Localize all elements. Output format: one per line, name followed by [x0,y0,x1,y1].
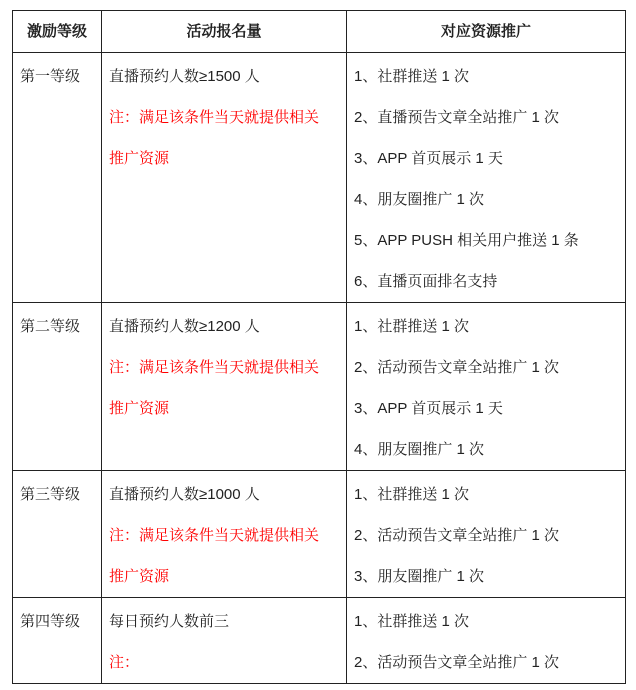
resource-item: 2、直播预告文章全站推广 1 次 [354,109,560,126]
resources-cell [347,598,626,684]
requirement-text: 每日预约人数前三 [109,613,230,630]
table-row [13,53,626,303]
note-text: 推广资源 [109,150,170,167]
note-text: 注： [109,654,140,671]
resource-item: 1、社群推送 1 次 [354,318,470,335]
incentive-table [12,10,626,684]
resource-item: 4、朋友圈推广 1 次 [354,441,485,458]
note-text: 推广资源 [109,400,170,417]
resource-item: 5、APP PUSH 相关用户推送 1 条 [354,232,579,249]
resource-item: 1、社群推送 1 次 [354,613,470,630]
requirement-cell [102,471,347,598]
header-level: 激励等级 [13,11,102,53]
resource-item: 1、社群推送 1 次 [354,68,470,85]
note-text: 注：满足该条件当天就提供相关 [109,359,320,376]
resource-item: 2、活动预告文章全站推广 1 次 [354,359,560,376]
header-resources: 对应资源推广 [347,11,626,53]
resources-cell [347,53,626,303]
header-row [13,11,626,53]
requirement-cell [102,53,347,303]
note-text: 推广资源 [109,568,170,585]
requirement-cell [102,303,347,471]
resource-item: 2、活动预告文章全站推广 1 次 [354,654,560,671]
header-signup: 活动报名量 [102,11,347,53]
resource-item: 3、APP 首页展示 1 天 [354,150,503,167]
requirement-text: 直播预约人数≥1000 人 [109,486,260,503]
level-cell: 第一等级 [13,53,102,303]
resource-item: 2、活动预告文章全站推广 1 次 [354,527,560,544]
table-row [13,303,626,471]
note-text: 注：满足该条件当天就提供相关 [109,527,320,544]
resource-item: 3、APP 首页展示 1 天 [354,400,503,417]
requirement-text: 直播预约人数≥1200 人 [109,318,260,335]
level-cell: 第四等级 [13,598,102,684]
resource-item: 3、朋友圈推广 1 次 [354,568,485,585]
resources-cell [347,471,626,598]
table-row [13,471,626,598]
requirement-text: 直播预约人数≥1500 人 [109,68,260,85]
resource-item: 1、社群推送 1 次 [354,486,470,503]
level-cell: 第二等级 [13,303,102,471]
resource-item: 6、直播页面排名支持 [354,273,498,290]
table-row [13,598,626,684]
resource-item: 4、朋友圈推广 1 次 [354,191,485,208]
resources-cell [347,303,626,471]
level-cell: 第三等级 [13,471,102,598]
note-text: 注：满足该条件当天就提供相关 [109,109,320,126]
requirement-cell [102,598,347,684]
